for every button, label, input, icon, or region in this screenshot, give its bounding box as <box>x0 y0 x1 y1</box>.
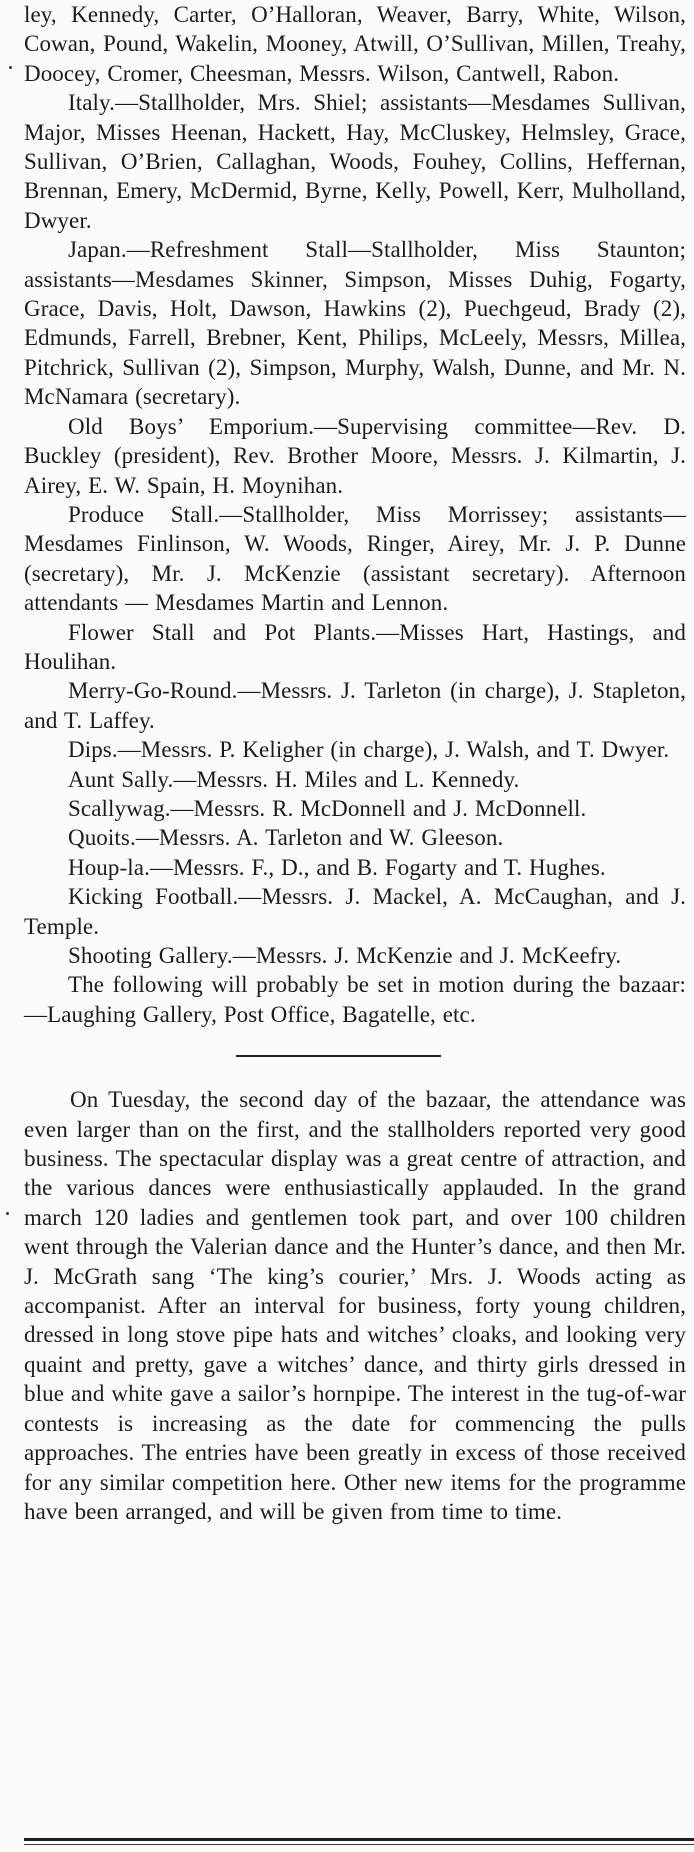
paragraph-shooting-gallery: Shooting Gallery.—Messrs. J. McKenzie and J. McKeefry. <box>68 943 622 968</box>
column-bottom-rule <box>24 1838 694 1841</box>
stall-listing-section <box>24 0 686 1029</box>
paragraph-aunt-sally: Aunt Sally.—Messrs. H. Miles and L. Kennedy. <box>68 766 520 792</box>
paragraph-merry-go-round: Merry-Go-Round.—Messrs. J. Tarleton (in charge), J. Stapleton, and T. Laffey. <box>24 678 686 733</box>
paragraph-quoits: Quoits.—Messrs. A. Tarleton and W. Gleeson. <box>68 825 504 851</box>
paragraph-kicking-football: Kicking Football.—Messrs. J. Mackel, A. McCaughan, and J. Temple. <box>24 884 686 939</box>
section-divider <box>236 1055 441 1057</box>
print-speck <box>6 1212 9 1215</box>
print-speck <box>9 66 12 69</box>
paragraph-flower-stall: Flower Stall and Pot Plants.—Misses Hart, Hastings, and Houlihan. <box>24 619 686 674</box>
paragraph-produce-stall: Produce Stall.—Stallholder, Miss Morrissey; assistants—Mesdames Finlinson, W. Woods, Ringer, Airey, Mr. J. P. Dunne (secretary), Mr. J. McKenzie (assistant secretary). Afternoon attendants — Mesdames Martin and Lennon. <box>24 501 686 616</box>
paragraph-italy-stall: Italy.—Stallholder, Mrs. Shiel; assistants—Mesdames Sullivan, Major, Misses Heenan, Hackett, Hay, McCluskey, Helmsley, Grace, Sullivan, O’Brien, Callaghan, Woods, Fouhey, Collins, Heffernan, Brennan, Emery, McDermid, Byrne, Kelly, Powell, Kerr, Mulholland, Dwyer. <box>24 90 686 233</box>
paragraph-other-attractions: The following will probably be set in motion during the bazaar:—Laughing Gallery, Post Office, Bagatelle, etc. <box>24 972 686 1027</box>
paragraph-scallywag: Scallywag.—Messrs. R. McDonnell and J. McDonnell. <box>68 795 587 821</box>
paragraph-old-boys-emporium: Old Boys’ Emporium.—Supervising committee—Rev. D. Buckley (president), Rev. Brother Moore, Messrs. J. Kilmartin, J. Airey, E. W. Spain, H. Moynihan. <box>24 413 686 498</box>
column-bottom-rule-thin <box>24 1844 694 1845</box>
paragraph-japan-stall: Japan.—Refreshment Stall—Stallholder, Miss Staunton; assistants—Mesdames Skinner, Simpson, Misses Duhig, Fogarty, Grace, Davis, Holt, Dawson, Hawkins (2), Puechgeud, Brady (2), Edmunds, Farrell, Brebner, Kent, Philips, McLeely, Messrs, Millea, Pitchrick, Sullivan (2), Simpson, Murphy, Walsh, Dunne, and Mr. N. McNamara (secretary). <box>24 237 686 410</box>
paragraph-dips: Dips.—Messrs. P. Keligher (in charge), J. Walsh, and T. Dwyer. <box>68 737 670 763</box>
paragraph-continued-names: ley, Kennedy, Carter, O’Halloran, Weaver, Barry, White, Wilson, Cowan, Pound, Wakelin, Mooney, Atwill, O’Sullivan, Millen, Treahy, Doocey, Cromer, Cheesman, Messrs. Wilson, Cantwell, Rabon. <box>24 2 686 86</box>
paragraph-houp-la: Houp-la.—Messrs. F., D., and B. Fogarty and T. Hughes. <box>68 854 606 880</box>
paragraph-tuesday-report: On Tuesday, the second day of the bazaar, the attendance was even larger than on the first, and the stallholders reported very good business. The spectacular display was a great centre of attraction, and the various dances were enthusiastically applauded. In the grand march 120 ladies and gentlemen took part, and over 100 children went through the Valerian dance and the Hunter’s dance, and then Mr. J. McGrath sang ‘The king’s courier,’ Mrs. J. Woods acting as accompanist. After an interval for business, forty young children, dressed in long stove pipe hats and witches’ cloaks, and looking very quaint and pretty, gave a witches’ dance, and thirty girls dressed in blue and white gave a sailor’s hornpipe. The interest in the tug-of-war contests is increasing as the date for commencing the pulls approaches. The entries have been greatly in excess of those received for any similar competition here. Other new items for the programme have been arranged, and will be given from time to time. <box>24 1087 686 1524</box>
